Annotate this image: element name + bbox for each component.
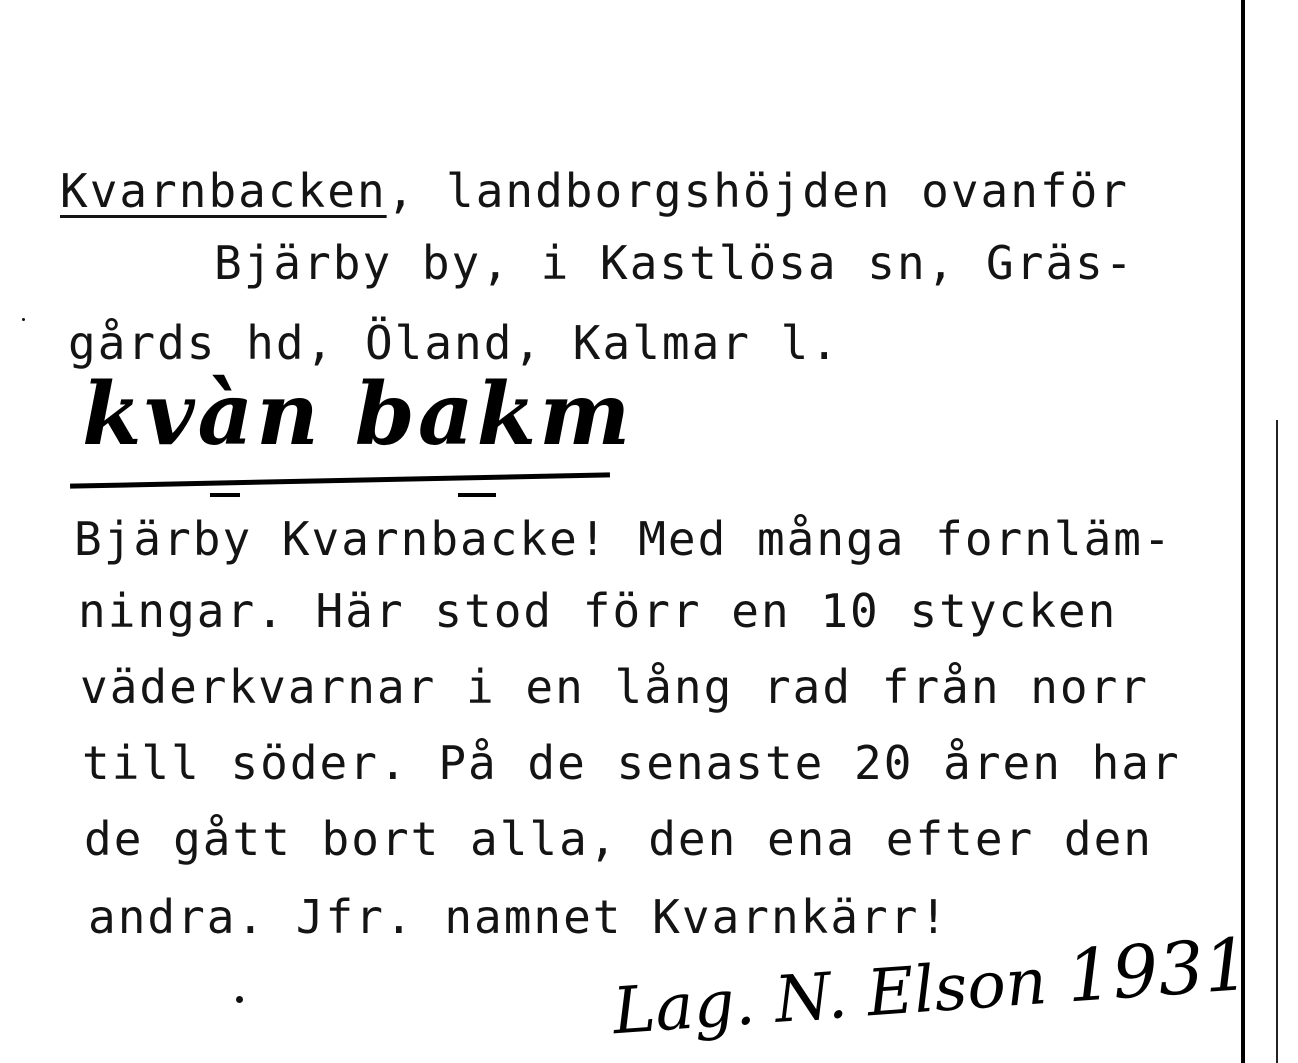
place-name: Kvarnbacken <box>60 164 387 218</box>
ink-speck <box>22 318 25 321</box>
header-line-1 <box>60 164 1129 218</box>
signature-year: 1931 <box>1063 921 1253 1019</box>
card-edge-border <box>1241 0 1245 1063</box>
header-line-2: Bjärby by, i Kastlösa sn, Gräs- <box>214 236 1135 290</box>
body-line-6: andra. Jfr. namnet Kvarnkärr! <box>88 890 950 944</box>
signature-name: Lag. N. Elson <box>610 945 1050 1050</box>
handwritten-dialect-form: kvàn bakm <box>82 364 634 465</box>
handwritten-underline <box>70 472 610 488</box>
body-line-4: till söder. På de senaste 20 åren har <box>82 736 1181 790</box>
body-line-5: de gått bort alla, den ena efter den <box>84 812 1153 866</box>
header-line-1-rest: , landborgshöjden ovanför <box>386 164 1129 218</box>
body-line-3: väderkvarnar i en lång rad från norr <box>80 660 1149 714</box>
body-line-2: ningar. Här stod förr en 10 stycken <box>78 584 1118 638</box>
ink-speck <box>236 996 243 1003</box>
handwritten-dash <box>458 493 496 497</box>
handwritten-dash <box>210 493 240 497</box>
signature <box>610 921 1253 1050</box>
header-line-3: gårds hd, Öland, Kalmar l. <box>68 316 841 370</box>
card-edge-line <box>1276 420 1278 1063</box>
body-line-1: Bjärby Kvarnbacke! Med många fornläm- <box>74 512 1173 566</box>
